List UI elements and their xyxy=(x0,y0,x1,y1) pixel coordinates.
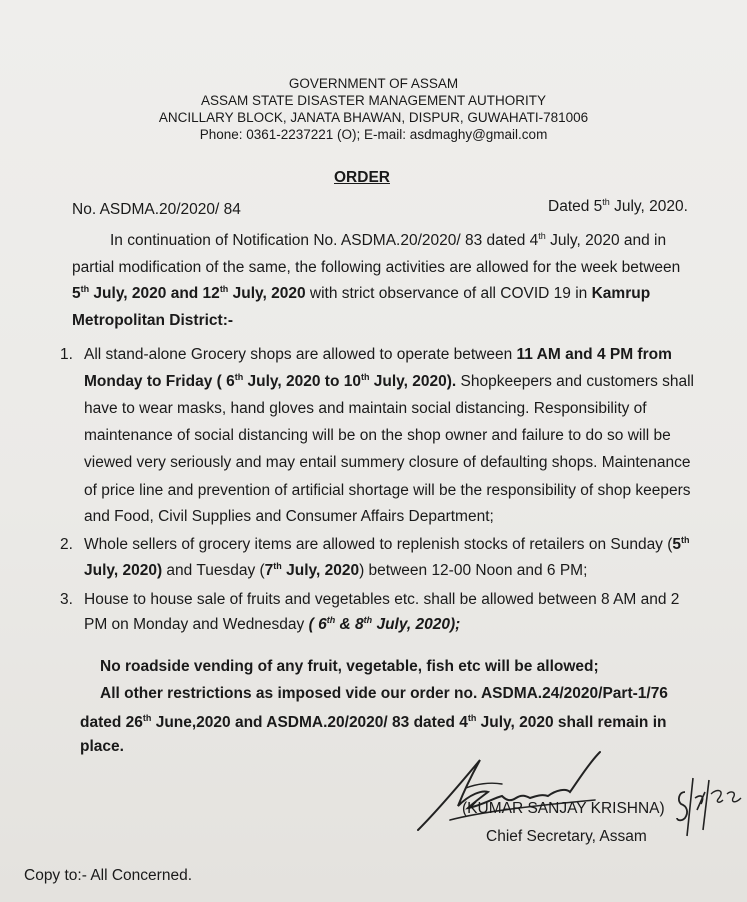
item-1-line-5: viewed very seriously and may entail summery closure of defaulting shops. Maintenance xyxy=(84,454,691,471)
header-government: GOVERNMENT OF ASSAM xyxy=(288,76,459,91)
item-1-line-7: and Food, Civil Supplies and Consumer Affairs Department; xyxy=(84,508,494,525)
item-3-number: 3. xyxy=(60,591,73,608)
order-date: Dated 5th July, 2020. xyxy=(548,197,688,215)
closing-line-4: place. xyxy=(80,738,124,755)
signatory-name: (KUMAR SANJAY KRISHNA) xyxy=(462,800,665,817)
item-2-number: 2. xyxy=(60,536,73,553)
intro-line-1: In continuation of Notification No. ASDMA.20/2020/ 83 dated 4th July, 2020 and in xyxy=(110,231,667,249)
item-3-line-2: PM on Monday and Wednesday ( 6th & 8th July, 2020); xyxy=(84,615,461,633)
handwritten-date xyxy=(675,770,747,840)
item-1-line-6: of price line and prevention of artificial shortage will be the responsibility of shop keepers xyxy=(84,482,691,499)
item-1-line-4: maintenance of social distancing will be on the shop owner and failure to do so will be xyxy=(84,427,671,444)
order-title: ORDER xyxy=(334,169,390,186)
item-1-line-3: have to wear masks, hand gloves and maintain social distancing. Responsibility of xyxy=(84,400,647,417)
intro-line-3: 5th July, 2020 and 12th July, 2020 with strict observance of all COVID 19 in Kamrup xyxy=(72,284,651,302)
header-address: ANCILLARY BLOCK, JANATA BHAWAN, DISPUR, GUWAHATI-781006 xyxy=(158,110,589,125)
intro-line-2: partial modification of the same, the following activities are allowed for the week between xyxy=(72,259,681,276)
reference-number: No. ASDMA.20/2020/ 84 xyxy=(72,201,241,218)
closing-line-3: dated 26th June,2020 and ASDMA.20/2020/ 83 dated 4th July, 2020 shall remain in xyxy=(80,713,667,731)
header-authority: ASSAM STATE DISASTER MANAGEMENT AUTHORITY xyxy=(200,93,547,108)
copy-to: Copy to:- All Concerned. xyxy=(24,867,193,884)
item-2-line-1: Whole sellers of grocery items are allowed to replenish stocks of retailers on Sunday (5th xyxy=(84,535,690,553)
intro-line-4: Metropolitan District:- xyxy=(72,312,234,329)
closing-line-1: No roadside vending of any fruit, vegetable, fish etc will be allowed; xyxy=(100,658,599,675)
item-3-line-1: House to house sale of fruits and vegetables etc. shall be allowed between 8 AM and 2 xyxy=(84,591,680,608)
item-2-line-2: July, 2020) and Tuesday (7th July, 2020) between 12-00 Noon and 6 PM; xyxy=(84,561,588,579)
signatory-designation: Chief Secretary, Assam xyxy=(486,828,647,845)
item-1-line-1: All stand-alone Grocery shops are allowed to operate between 11 AM and 4 PM from xyxy=(84,346,672,363)
signature-image xyxy=(410,748,610,838)
item-1-line-2: Monday to Friday ( 6th July, 2020 to 10th July, 2020). Shopkeepers and customers shall xyxy=(84,372,695,390)
item-1-number: 1. xyxy=(60,346,73,363)
closing-line-2: All other restrictions as imposed vide our order no. ASDMA.24/2020/Part-1/76 xyxy=(100,685,668,702)
header-contact: Phone: 0361-2237221 (O); E-mail: asdmaghy@gmail.com xyxy=(199,127,548,142)
